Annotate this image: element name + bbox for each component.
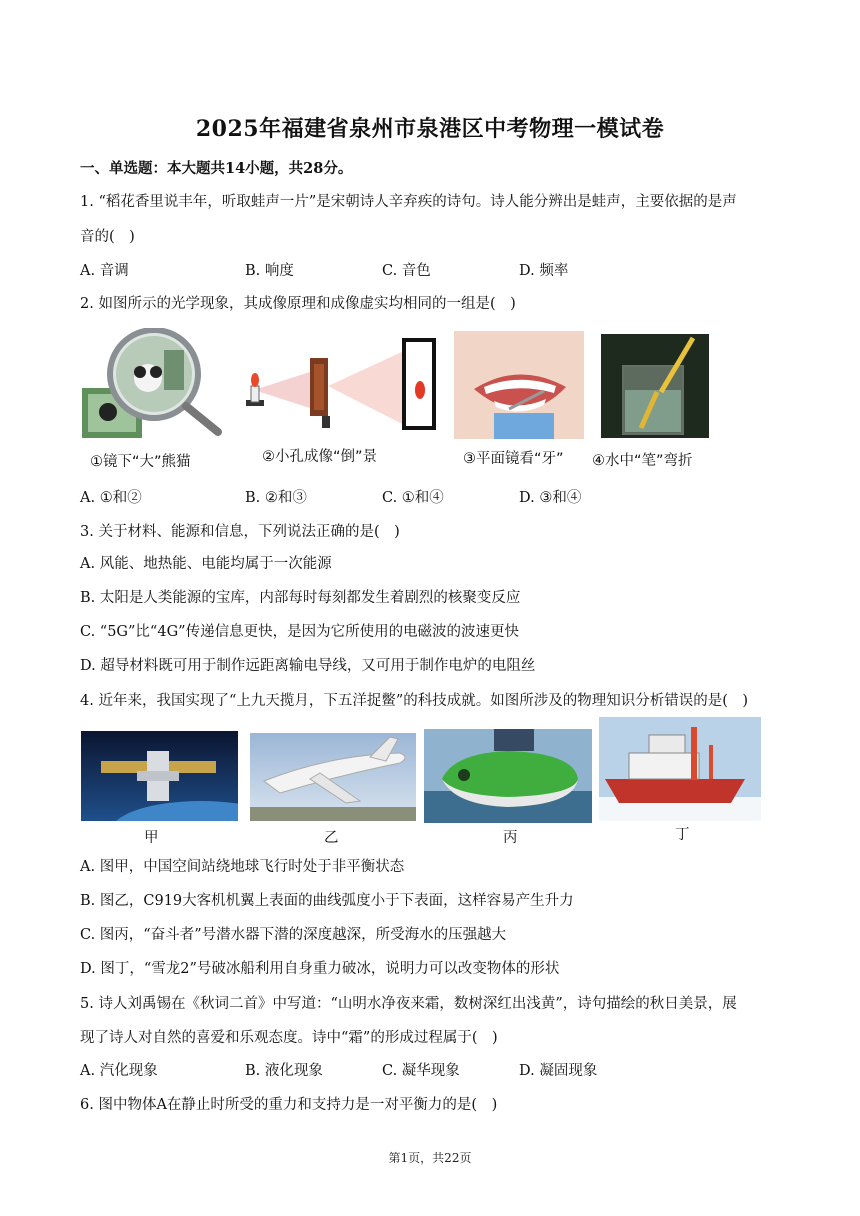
page-footer: 第1页，共22页 xyxy=(388,1151,472,1165)
q2-caption-1: ①镜下“大”熊猫 xyxy=(90,454,191,470)
q3-option-d: D. 超导材料既可用于制作远距离输电导线，又可用于制作电炉的电阻丝 xyxy=(80,658,536,674)
pinhole-imaging-picture xyxy=(238,334,438,436)
q4-option-b: B. 图乙，C919大客机机翼上表面的曲线弧度小于下表面，这样容易产生升力 xyxy=(80,893,574,909)
q1-option-c: C. 音色 xyxy=(382,263,431,279)
pencil-in-water-picture xyxy=(601,334,709,438)
q1-option-a: A. 音调 xyxy=(80,263,129,279)
q5-option-c: C. 凝华现象 xyxy=(382,1063,460,1079)
q2-caption-3: ③平面镜看“牙” xyxy=(463,451,564,467)
q5-text-line2: 现了诗人对自然的喜爱和乐观态度。诗中“霜”的形成过程属于( ) xyxy=(80,1030,498,1046)
q2-option-c: C. ①和④ xyxy=(382,490,444,506)
q4-option-d: D. 图丁，“雪龙2”号破冰船利用自身重力破冰，说明力可以改变物体的形状 xyxy=(80,961,560,977)
q2-caption-2: ②小孔成像“倒”景 xyxy=(262,449,378,465)
submersible-picture xyxy=(424,729,592,823)
q5-text-line1: 5. 诗人刘禹锡在《秋词二首》中写道：“山明水净夜来霜，数树深红出浅黄”，诗句描绘的秋日美景，展 xyxy=(80,996,737,1012)
q1-text-line2: 音的( ) xyxy=(80,229,135,245)
q4-option-c: C. 图丙，“奋斗者”号潜水器下潜的深度越深，所受海水的压强越大 xyxy=(80,927,507,943)
q4-caption-bing: 丙 xyxy=(503,830,518,846)
q4-caption-jia: 甲 xyxy=(144,830,159,846)
q4-caption-yi: 乙 xyxy=(324,830,339,846)
q5-option-d: D. 凝固现象 xyxy=(519,1063,598,1079)
mirror-teeth-picture xyxy=(454,331,584,439)
q4-caption-ding: 丁 xyxy=(675,827,690,843)
q3-option-b: B. 太阳是人类能源的宝库，内部每时每刻都发生着剧烈的核聚变反应 xyxy=(80,590,521,606)
magnifier-panda-picture xyxy=(78,328,226,440)
q4-text: 4. 近年来，我国实现了“上九天揽月，下五洋捉鳖”的科技成就。如图所涉及的物理知识分析错误的是( ) xyxy=(80,693,749,709)
q3-option-c: C. “5G”比“4G”传递信息更快，是因为它所使用的电磁波的波速更快 xyxy=(80,624,520,640)
q5-option-a: A. 汽化现象 xyxy=(80,1063,158,1079)
airplane-picture xyxy=(250,733,416,821)
exam-title: 2025年福建省泉州市泉港区中考物理一模试卷 xyxy=(195,116,665,142)
q1-option-b: B. 响度 xyxy=(245,263,294,279)
space-station-picture xyxy=(81,731,238,821)
icebreaker-picture xyxy=(599,717,761,821)
q2-option-b: B. ②和③ xyxy=(245,490,307,506)
q1-option-d: D. 频率 xyxy=(519,263,569,279)
q6-text: 6. 图中物体A在静止时所受的重力和支持力是一对平衡力的是( ) xyxy=(80,1097,498,1113)
q1-text-line1: 1. “稻花香里说丰年，听取蛙声一片”是宋朝诗人辛弃疾的诗句。诗人能分辨出是蛙声，主要依据的是声 xyxy=(80,194,737,210)
q2-text: 2. 如图所示的光学现象，其成像原理和成像虚实均相同的一组是( ) xyxy=(80,296,516,312)
q3-option-a: A. 风能、地热能、电能均属于一次能源 xyxy=(80,556,332,572)
q4-option-a: A. 图甲，中国空间站绕地球飞行时处于非平衡状态 xyxy=(80,859,405,875)
q3-text: 3. 关于材料、能源和信息，下列说法正确的是( ) xyxy=(80,524,400,540)
q2-option-a: A. ①和② xyxy=(80,490,142,506)
section-heading: 一、单选题：本大题共14小题，共28分。 xyxy=(80,160,353,177)
q2-option-d: D. ③和④ xyxy=(519,490,582,506)
q5-option-b: B. 液化现象 xyxy=(245,1063,323,1079)
q2-caption-4: ④水中“笔”弯折 xyxy=(592,453,693,469)
